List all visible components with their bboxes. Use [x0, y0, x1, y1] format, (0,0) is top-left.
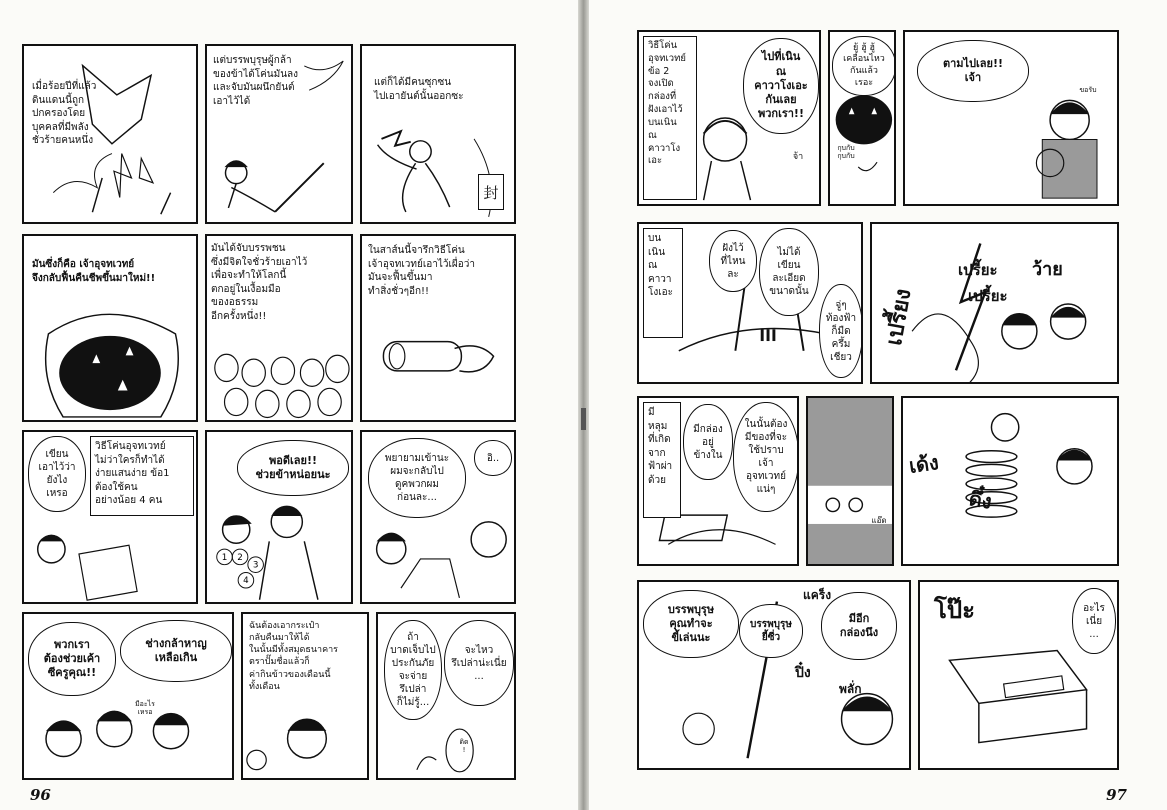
- page-number: 96: [30, 786, 51, 804]
- numbered-circle-label: 4: [243, 576, 249, 587]
- spring-surprise-illustration: [903, 398, 1117, 564]
- speech-bubble: อะไร เนี่ย ...: [1072, 588, 1116, 654]
- panel-l-1-1: [22, 44, 198, 224]
- speech-bubble: พอดีเลย!! ช่วยข้าหน่อยนะ: [237, 440, 349, 496]
- manga-page-right: [589, 0, 1167, 810]
- panel-l-2-2: [205, 234, 353, 422]
- small-bubble: กุบกับ กุบกับ: [837, 144, 855, 161]
- location-box: บน เนิน ณ คาวา โงเอะ: [643, 228, 683, 338]
- speech-bubble: จู่ๆ ท้องฟ้า ก็มืด ครึ้ม เชียว: [819, 284, 863, 378]
- panel-l-2-3: [360, 234, 516, 422]
- narration-caption: แต่ก็ได้มีคนซุกซน ไปเอายันต์นั้นออกซะ: [374, 77, 464, 102]
- manga-page-left: [0, 0, 578, 810]
- sound-effect: พลั่ก: [839, 682, 862, 696]
- speech-bubble: ตามไปเลย!! เจ้า: [917, 40, 1029, 102]
- sound-effect: ว้าย: [1032, 259, 1063, 280]
- panel-r-3-2: [806, 396, 894, 566]
- speech-bubble: ในนั้นต้อง มีของที่จะ ใช้ปราบ เจ้า อุจทเวทย์ แน่ๆ: [733, 402, 799, 512]
- narration-caption: แต่บรรพบุรุษผู้กล้า ของข้าได้โค่นมันลง และจับมันผนึกยันต์ เอาไว้ได้: [213, 55, 299, 107]
- speech-bubble: มีอีก กล่องนึง: [821, 592, 897, 660]
- page-number: 97: [1106, 786, 1127, 804]
- small-bubble: ขอรับ: [1079, 86, 1097, 94]
- panel-r-3-3: [901, 396, 1119, 566]
- narration-caption: มันได้จับบรรพชน ซึ่งมีจิตใจชั่วร้ายเอาไว้ เพื่อจะทำให้โลกนี้ ตกอยู่ในเงื้อมมือ ของอธรรม อีกครั้งหนึ่ง!!: [211, 243, 308, 322]
- panel-l-1-2: [205, 44, 353, 224]
- numbered-circle-label: 2: [237, 552, 243, 563]
- narration-caption: ฉันต้องเอากระเป๋า กลับคืนมาให้ได้ ในนั้นมีทั้งสมุดธนาคาร ตราปั๊มชื่อแล้วก็ ค่ากินข้าวของเดือนนี้ ทั้งเดือน: [249, 621, 338, 692]
- speech-bubble: จะไหว รึเปล่าน่ะเนี่ย ...: [444, 620, 514, 706]
- speech-bubble: พวกเรา ต้องช่วยเค้า ซีครูคุณ!!: [28, 622, 116, 696]
- small-bubble: จ้า: [792, 152, 804, 162]
- book-gutter: [578, 0, 589, 810]
- panel-l-4-1: [22, 612, 234, 780]
- numbered-circle-label: 3: [252, 560, 259, 571]
- instruction-box: วิธีโค่น อุจทเวทย์ ข้อ 2 จงเปิด กล่องที่ ฝังเอาไว้ บนเนิน ณ คาวาโงเอะ: [643, 36, 697, 200]
- panel-r-1-1: [637, 30, 821, 206]
- numbered-circle-label: 1: [221, 552, 228, 563]
- speech-bubble: มีกล่อง อยู่ ข้างใน: [683, 404, 733, 480]
- eyes-closeup-illustration: [808, 398, 892, 564]
- panel-r-1-3: [903, 30, 1119, 206]
- sound-effect: เปรี้ยะ: [958, 261, 998, 279]
- speech-bubble: บรรพบุรุษ ยี้ซี่ว: [739, 604, 803, 658]
- panel-r-2-1: [637, 222, 863, 384]
- panel-l-4-3: [376, 612, 516, 780]
- panel-l-4-2: [241, 612, 369, 780]
- panel-r-1-2: [828, 30, 896, 206]
- sound-effect: ปิ๋ง: [795, 665, 811, 681]
- panel-l-1-3: [360, 44, 516, 224]
- panel-r-4-2: [918, 580, 1119, 770]
- panel-r-4-1: [637, 580, 911, 770]
- panel-l-3-3: [360, 430, 516, 604]
- speech-bubble: ถ้า บาดเจ็บไป ประกันภัย จะจ่าย รึเปล่า ก็ไม่รู้...: [384, 620, 442, 720]
- seal-talisman: 封: [478, 174, 504, 210]
- gutter-mark: [581, 408, 586, 430]
- narration-caption: ในสาส์นนี้จารึกวิธีโค่น เจ้าอุจทเวทย์เอาไว้เผื่อว่า มันจะฟื้นขึ้นมา ทำสิ่งชั่วๆอีก!!: [368, 245, 476, 297]
- panel-l-2-1: [22, 234, 198, 422]
- panel-l-3-1: [22, 430, 198, 604]
- small-bubble: ดิด !: [459, 738, 469, 755]
- sound-effect: เด้ง: [907, 450, 941, 478]
- speech-bubble: ฝังไว้ ที่ไหน ละ: [709, 230, 757, 292]
- speech-bubble: ช่างกล้าหาญ เหลือเกิน: [120, 620, 232, 682]
- speech-bubble: ยู้ ฮู้ ฮู้ เคลื่อนไหว กันแล้ว เรอะ: [832, 36, 896, 96]
- small-bubble: มีอะไร เหรอ: [135, 700, 155, 717]
- caption-box: มี หลุม ที่เกิด จาก ฟ้าผ่า ด้วย: [643, 402, 681, 518]
- panel-r-2-2: [870, 222, 1119, 384]
- speech-bubble: อิ..: [474, 440, 512, 476]
- narration-caption: มันซึ่งก็คือ เจ้าอุจทเวทย์ จึงกลับฟื้นคืนชีพขึ้นมาใหม่!!: [32, 259, 156, 284]
- sound-effect: ดึ๋ง: [967, 486, 994, 514]
- sound-effect: โป๊ะ: [934, 596, 976, 624]
- speech-bubble: ไม่ได้ เขียน ละเอียด ขนาดนั้น: [759, 228, 819, 316]
- narration-caption: เมื่อร้อยปีที่แล้ว ดินแดนนี้ถูก ปกครองโดย บุคคลที่มีพลัง ชั่วร้ายคนหนึ่ง: [32, 81, 97, 146]
- speech-bubble: เขียน เอาไว้ว่า ยังไง เหรอ: [28, 436, 86, 512]
- sound-effect: แคร็ง: [803, 588, 832, 602]
- speech-bubble: พยายามเข้านะ ผมจะกลับไป ดูคพวกผม ก่อนละ...: [368, 438, 466, 518]
- speech-bubble: ไปที่เนิน ณ คาวาโงเอะ กันเลย พวกเรา!!: [743, 38, 819, 134]
- panel-l-3-2: [205, 430, 353, 604]
- sound-effect: เปรี้ยะ: [968, 287, 1008, 305]
- sound-effect: เปรี้ยง: [881, 286, 917, 348]
- small-bubble: แอ๊ด: [871, 516, 887, 525]
- panel-r-3-1: [637, 396, 799, 566]
- instruction-box: วิธีโค่นอุจทเวทย์ ไม่ว่าใครก็ทำได้ ง่ายแสนง่าย ข้อ1 ต้องใช้คน อย่างน้อย 4 คน: [90, 436, 194, 516]
- speech-bubble: บรรพบุรุษ คุณทำจะ ขี้เล่นนะ: [643, 590, 739, 658]
